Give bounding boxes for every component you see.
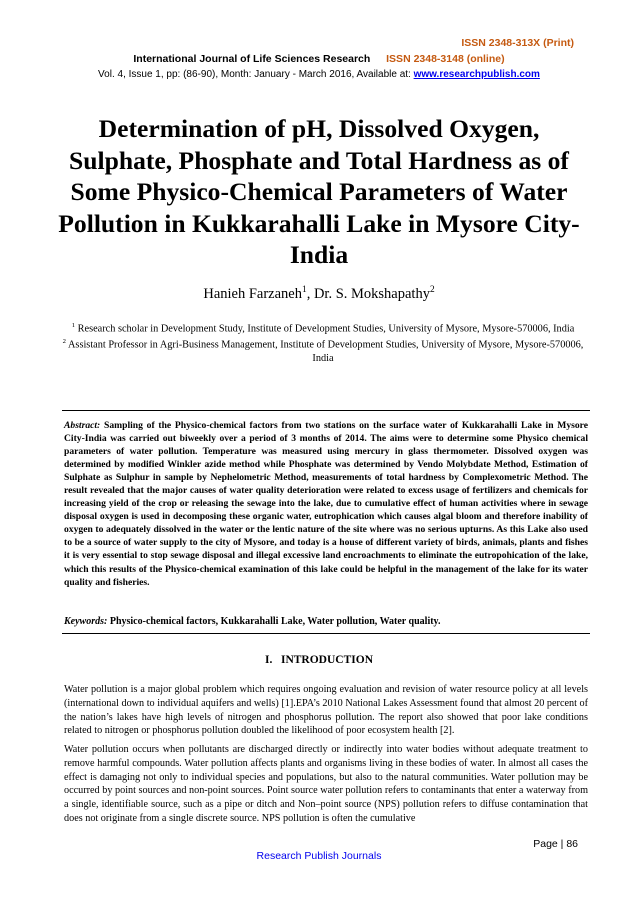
footer-publisher <box>0 850 638 862</box>
journal-name: International Journal of Life Sciences Research <box>133 53 371 65</box>
affiliation-1-text: Research scholar in Development Study, Institute of Development Studies, University of Mysore, Mysore-570006, India <box>77 323 575 335</box>
abstract-text: Sampling of the Physico-chemical factors from two stations on the surface water of Kukkarahalli Lake in Mysore City-India was carried out biweekly over a period of 3 months of 2014. The aims were to determine some Physico chemical parameters of water pollution. Temperature was measured using mercury in glass thermometer. Dissolved oxygen was determined by modified Winkler azide method while Phosphate was determined by Vendo Molybdate Method, Estimation of Sulphate as Sulphur in sample by Nephelometric Method, measurements of total hardness by Complexometric Method. The result revealed that the major causes of water quality deterioration were related to excess usage of fertilizers and chemicals for increasing yield of the crop or releasing the sewage into the lake, due to cumulative effect of human activities where in sewage disposal oxygen is used in decomposing these organic water, eutrophication which causes algal bloom and therefore inability of oxygen to adequately dissolved in the water or the lentic nature of the site where was no serious upturns. As this Lake also used to be a source of water supply to the city of Mysore, and today is a house of different variety of birds, animals, plants and fishes it is very essential to stop sewage disposal and illegal excessive land encroachments to eliminate the eutropohication of the lake, which this results of the Physico-chemical examination of this lake could be helpful in the management of the lake for its water quality and fisheries. <box>64 420 588 588</box>
author-1-sup: 1 <box>301 285 307 295</box>
section-heading <box>0 654 638 666</box>
section-number: I. <box>265 654 273 666</box>
section-title: INTRODUCTION <box>280 654 373 666</box>
affiliations <box>58 319 588 365</box>
affiliation-1-sup: 1 <box>71 322 76 329</box>
website-link[interactable]: www.researchpublish.com <box>413 69 540 80</box>
affiliation-1 <box>58 319 588 335</box>
paper-title: Determination of pH, Dissolved Oxygen, Sulphate, Phosphate and Total Hardness as of Some Physico-Chemical Parameters of Water Pollution in Kukkarahalli Lake in Mysore City-India <box>58 114 580 270</box>
author-1: Hanieh Farzaneh <box>203 285 302 302</box>
volume-info-line <box>0 69 638 80</box>
affiliation-2 <box>58 335 588 364</box>
abstract-bottom-rule <box>62 633 590 634</box>
page-number: Page | 86 <box>533 838 578 850</box>
publisher-link[interactable]: Research Publish Journals <box>256 850 382 862</box>
issn-online: ISSN 2348-3148 (online) <box>386 53 505 65</box>
affiliation-2-sup: 2 <box>62 338 66 346</box>
body-paragraph-1: Water pollution is a major global problem which requires ongoing evaluation and revision of water resource policy at all levels (international down to individual aquifers and wells) [1].EPA’s 2010 National Lakes Assessment found that almost 20 percent of the nation’s lakes have high levels of nitrogen and phosphorus pollution. The report also showed that poor lake conditions related to nitrogen or phosphorus pollution doubled the likelihood of poor ecosystem health [2]. <box>64 684 588 737</box>
author-line <box>0 285 638 303</box>
journal-header-line <box>0 53 638 65</box>
volume-info: Vol. 4, Issue 1, pp: (86-90), Month: January - March 2016, Available at: <box>98 69 414 80</box>
affiliation-2-text: Assistant Professor in Agri-Business Management, Institute of Development Studies, University of Mysore, Mysore-570006, India <box>68 339 584 364</box>
abstract <box>64 419 588 589</box>
keywords-label: Keywords: <box>64 616 108 627</box>
abstract-top-rule <box>62 410 590 411</box>
author-separator: , <box>306 285 314 302</box>
keywords-text: Physico-chemical factors, Kukkarahalli Lake, Water pollution, Water quality. <box>109 616 441 627</box>
keywords <box>64 616 588 627</box>
abstract-label: Abstract: <box>64 420 101 431</box>
author-2-sup: 2 <box>429 285 435 295</box>
body-paragraph-2: Water pollution occurs when pollutants are discharged directly or indirectly into water bodies without adequate treatment to remove harmful compounds. Water pollution affects plants and organisms living in these bodies of water. In almost all cases the effect is damaging not only to individual species and populations, but also to the natural communities. Water pollution may be occurred by point sources and non-point sources. Point source water pollution refers to contaminants that enter a waterway from a single, identifiable source, such as a pipe or ditch and Non–point source (NPS) pollution refers to diffuse contamination that does not originate from a single discrete source. NPS pollution is often the cumulative <box>64 744 588 824</box>
issn-print: ISSN 2348-313X (Print) <box>461 37 574 49</box>
author-2: Dr. S. Mokshapathy <box>313 285 430 302</box>
